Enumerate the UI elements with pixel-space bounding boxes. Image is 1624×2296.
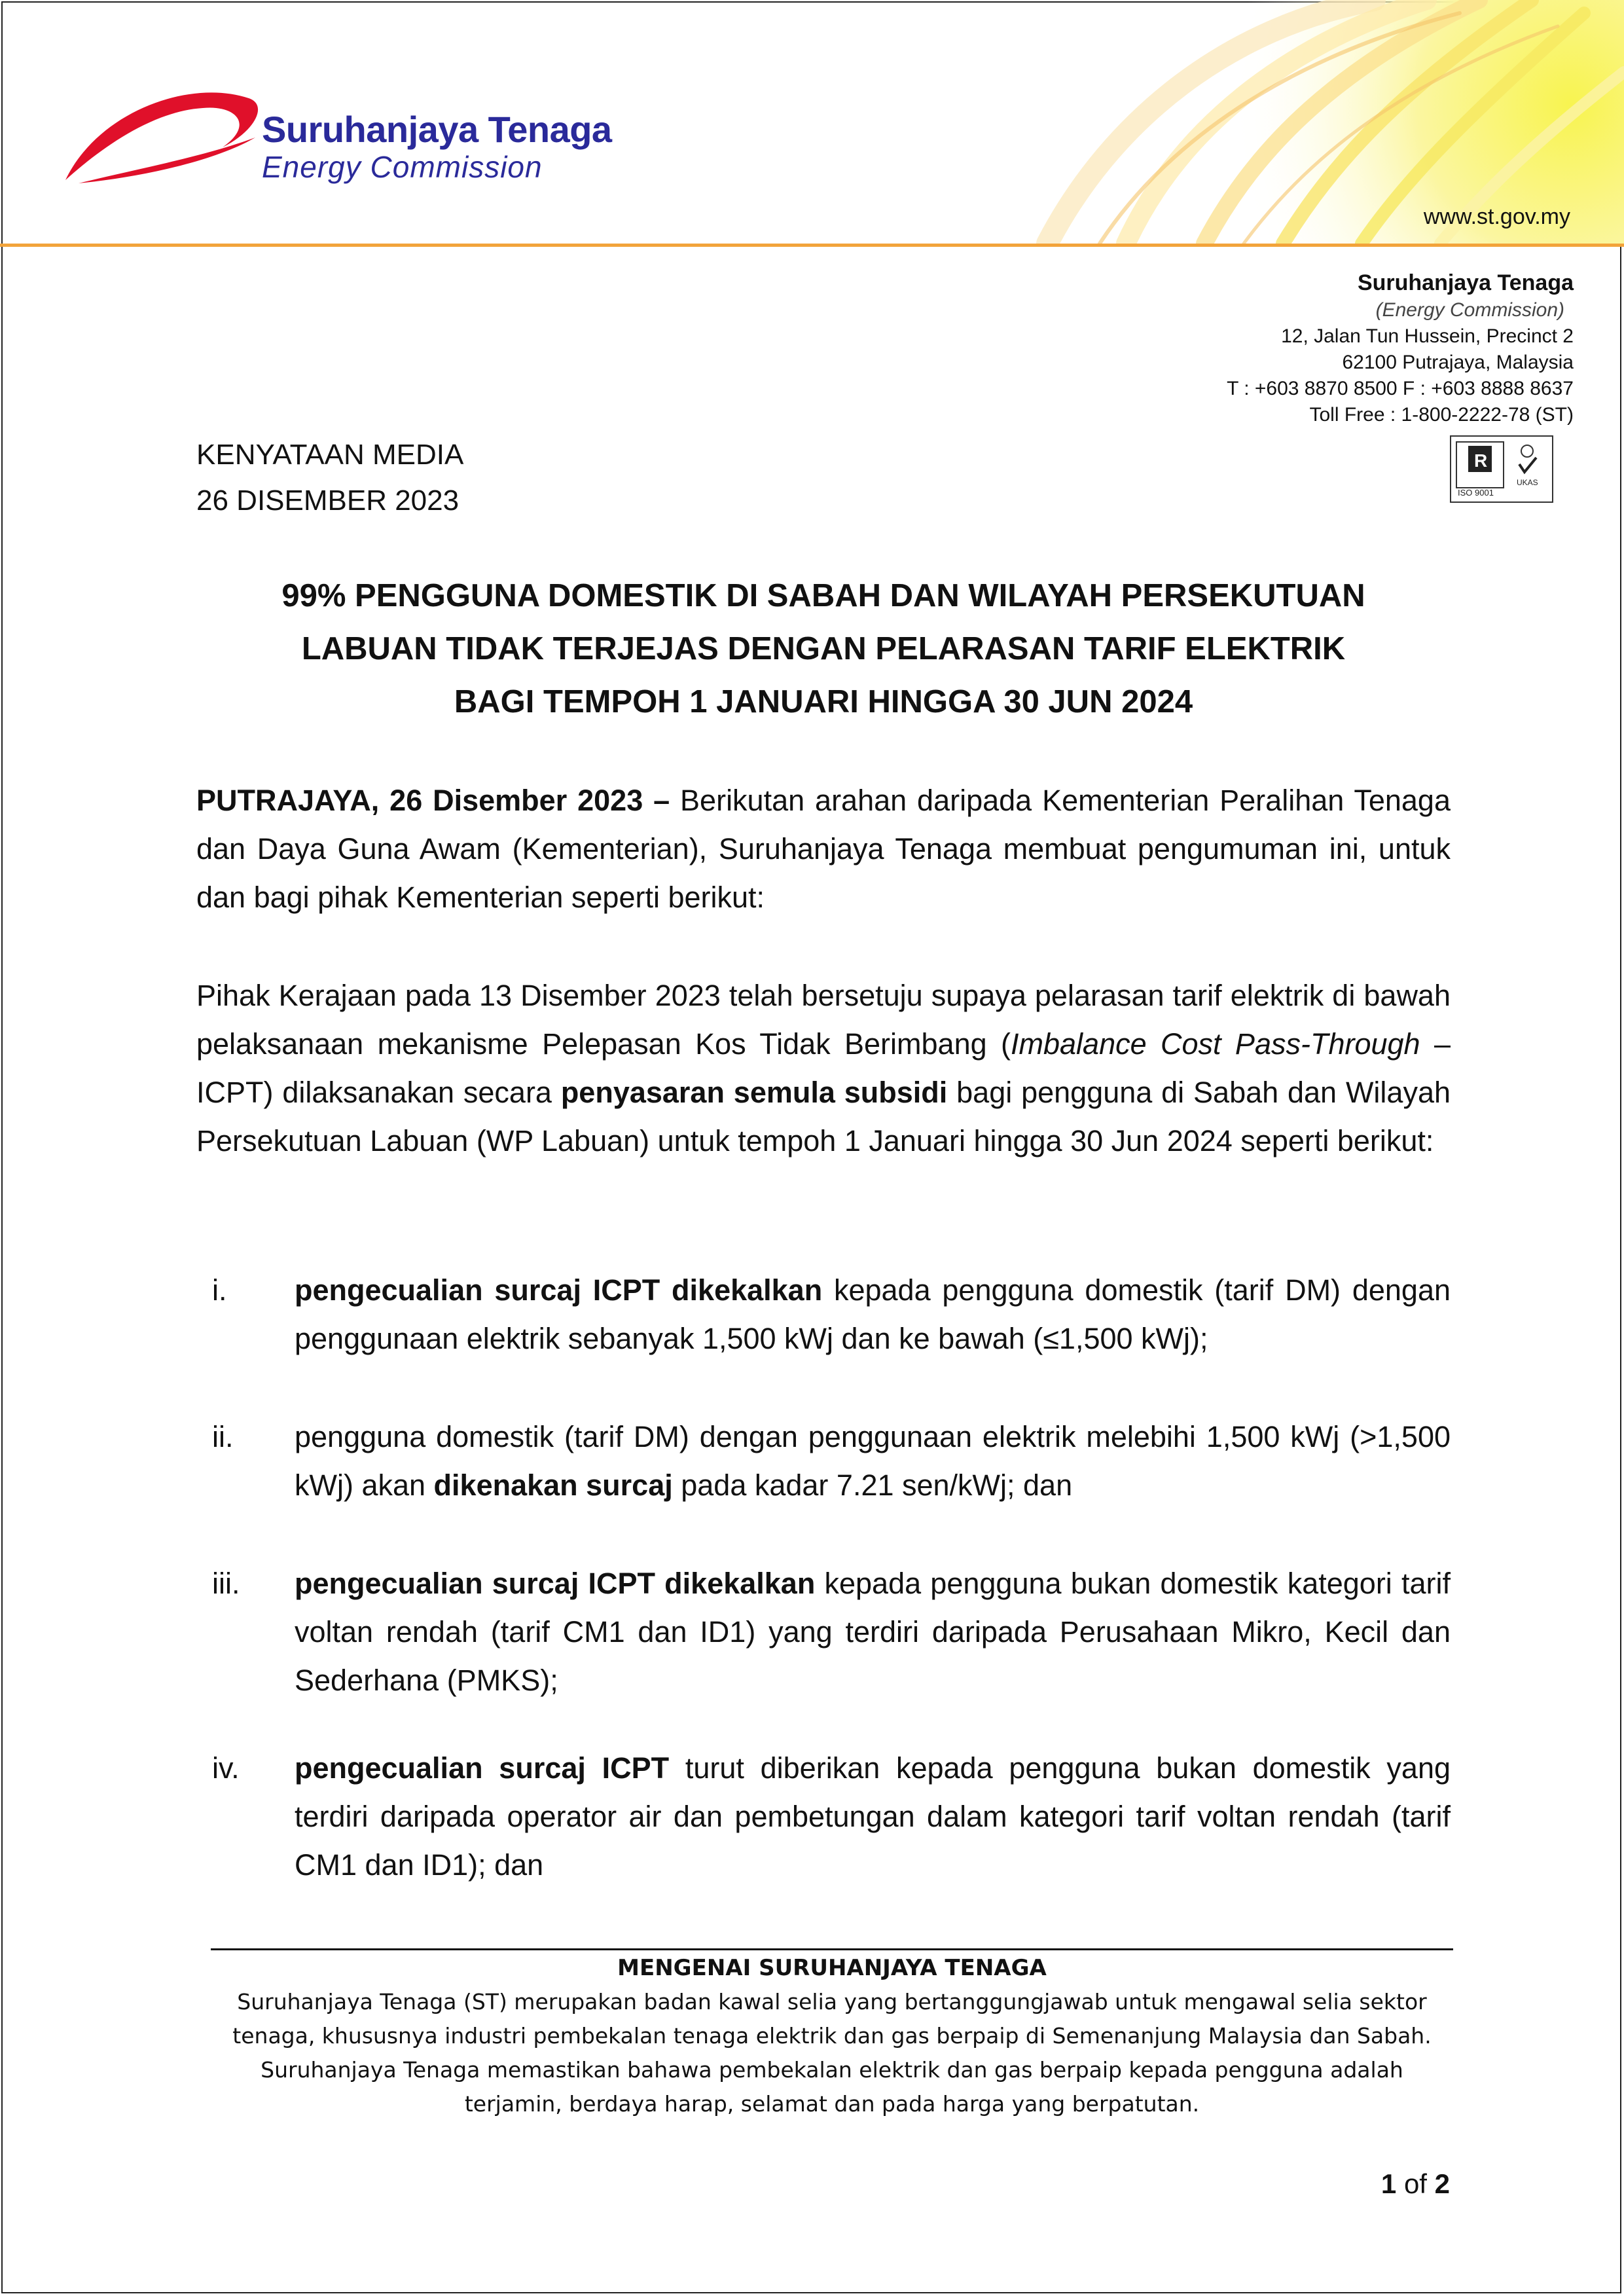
svg-text:R: R xyxy=(1474,450,1488,471)
list-body: turut diberikan kepada pengguna bukan domestik yang terdiri daripada operator air dan pembetungan dalam kategori tarif voltan rendah (tarif CM1 dan ID1); dan xyxy=(295,1751,1451,1882)
list-number: ii. xyxy=(212,1420,234,1453)
decision-bold-term: penyasaran semula subsidi xyxy=(560,1076,948,1109)
list-bold: dikenakan surcaj xyxy=(433,1468,673,1502)
logo-swoosh-icon xyxy=(59,72,275,190)
address-tollfree: Toll Free : 1-800-2222-78 (ST) xyxy=(1309,404,1574,426)
cert-left-label: ISO 9001 xyxy=(1458,488,1494,498)
paragraph-decision xyxy=(196,972,1451,1165)
page-current: 1 xyxy=(1380,2168,1397,2199)
dateline: PUTRAJAYA, 26 Disember 2023 – xyxy=(196,784,670,817)
decision-text-b: – ICPT) dilaksanakan secara xyxy=(196,1027,1451,1109)
list-bold: pengecualian surcaj ICPT dikekalkan xyxy=(295,1273,823,1307)
list-body: pada kadar 7.21 sen/kWj; dan xyxy=(672,1468,1073,1502)
header-divider xyxy=(0,244,1624,247)
about-title: MENGENAI SURUHANJAYA TENAGA xyxy=(617,1955,1047,1981)
list-bold: pengecualian surcaj ICPT dikekalkan xyxy=(295,1567,816,1600)
cert-right-label: UKAS xyxy=(1517,478,1538,487)
website-link[interactable]: www.st.gov.my xyxy=(1423,204,1570,229)
page-of: of xyxy=(1403,2168,1427,2199)
page-total: 2 xyxy=(1434,2168,1450,2199)
media-label: KENYATAAN MEDIA xyxy=(196,439,464,471)
page-number xyxy=(1381,2168,1450,2200)
address-org-subtitle: (Energy Commission) xyxy=(1375,299,1564,321)
logo-subtitle: Energy Commission xyxy=(262,150,543,184)
list-bold: pengecualian surcaj ICPT xyxy=(295,1751,670,1785)
address-line-1: 12, Jalan Tun Hussein, Precinct 2 xyxy=(1281,325,1574,347)
media-statement-header xyxy=(196,432,463,524)
list-body: kepada pengguna bukan domestik kategori tarif voltan rendah (tarif CM1 dan ID1) yang terdiri daripada Perusahaan Mikro, Kecil dan Sederhana (PMKS); xyxy=(295,1567,1451,1697)
decision-text-a: Pihak Kerajaan pada 13 Disember 2023 telah bersetuju supaya pelarasan tarif elektrik di bawah pelaksanaan mekanisme Pelepasan Kos Tidak Berimbang ( xyxy=(196,979,1451,1061)
decision-italic-term: Imbalance Cost Pass-Through xyxy=(1011,1027,1420,1061)
list-body: kepada pengguna domestik (tarif DM) dengan penggunaan elektrik sebanyak 1,500 kWj dan ke bawah (≤1,500 kWj); xyxy=(295,1273,1451,1355)
address-block xyxy=(1227,268,1574,428)
list-number: iv. xyxy=(212,1751,240,1785)
about-box xyxy=(211,1951,1453,2121)
title-line-2: LABUAN TIDAK TERJEJAS DENGAN PELARASAN TARIF ELEKTRIK xyxy=(301,631,1346,666)
logo-name: Suruhanjaya Tenaga xyxy=(262,109,612,150)
list-number: iii. xyxy=(212,1567,240,1600)
intro-text: Berikutan arahan daripada Kementerian Peralihan Tenaga dan Daya Guna Awam (Kementerian), Suruhanjaya Tenaga membuat pengumuman ini, untuk dan bagi pihak Kementerian seperti berikut: xyxy=(196,784,1451,914)
address-org-name: Suruhanjaya Tenaga xyxy=(1357,270,1574,295)
list-body: pengguna domestik (tarif DM) dengan penggunaan elektrik melebihi 1,500 kWj (>1,500 kWj) akan xyxy=(295,1420,1451,1502)
iso-certification-badge xyxy=(1450,435,1553,503)
energy-commission-logo xyxy=(59,72,687,203)
about-line-1: Suruhanjaya Tenaga (ST) merupakan badan kawal selia yang bertanggungjawab untuk mengawal selia sektor xyxy=(237,1989,1427,2014)
press-release-title xyxy=(196,570,1451,729)
list-text xyxy=(295,1559,1451,1705)
list-number: i. xyxy=(212,1273,227,1307)
address-phone: T : +603 8870 8500 F : +603 8888 8637 xyxy=(1227,378,1574,399)
media-date: 26 DISEMBER 2023 xyxy=(196,484,460,517)
paragraph-intro xyxy=(196,776,1451,922)
about-line-2: tenaga, khususnya industri pembekalan tenaga elektrik dan gas berpaip di Semenanjung Malaysia dan Sabah. xyxy=(232,2023,1432,2049)
list-text xyxy=(295,1744,1451,1889)
decision-text-c: bagi pengguna di Sabah dan Wilayah Persekutuan Labuan (WP Labuan) untuk tempoh 1 Januari hingga 30 Jun 2024 seperti berikut: xyxy=(196,1076,1451,1157)
list-text xyxy=(295,1413,1451,1510)
letterhead xyxy=(0,0,1624,249)
address-line-2: 62100 Putrajaya, Malaysia xyxy=(1342,352,1574,373)
about-line-4: terjamin, berdaya harap, selamat dan pada harga yang berpatutan. xyxy=(464,2091,1200,2117)
title-line-3: BAGI TEMPOH 1 JANUARI HINGGA 30 JUN 2024 xyxy=(454,684,1193,720)
about-line-3: Suruhanjaya Tenaga memastikan bahawa pembekalan elektrik dan gas berpaip kepada pengguna adalah xyxy=(261,2057,1403,2083)
title-line-1: 99% PENGGUNA DOMESTIK DI SABAH DAN WILAYAH PERSEKUTUAN xyxy=(281,578,1365,613)
certification-icon xyxy=(1451,437,1552,501)
list-text xyxy=(295,1266,1451,1363)
footer-divider xyxy=(211,1948,1453,1950)
